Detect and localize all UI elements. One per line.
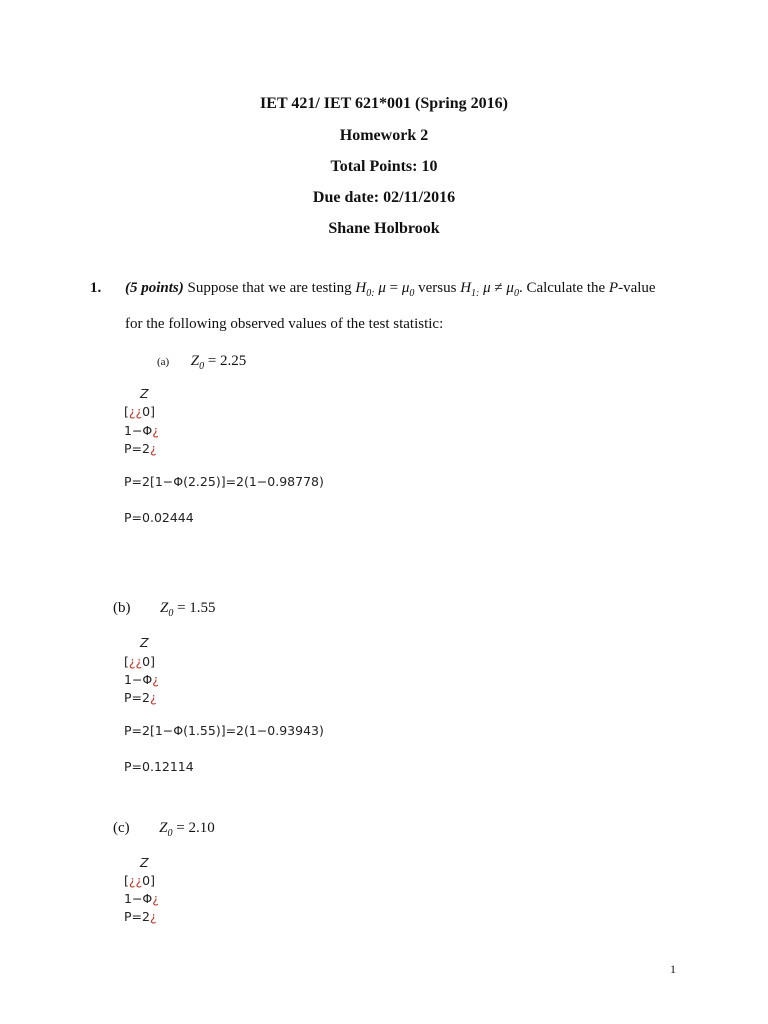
part-c-heading: (c) $Z_0 = 2.10$ (113, 820, 215, 839)
eq-formula: P=2[1−Φ(1.55)]=2(1−0.93943) (124, 723, 324, 738)
student-name: Shane Holbrook (328, 220, 440, 237)
course-title: IET 421/ IET 621*001 (Spring 2016) (260, 95, 508, 112)
part-label: (a) (157, 356, 170, 368)
eq-bracket: [¿¿0] (124, 654, 156, 669)
eq-result: P=0.12114 (124, 759, 194, 774)
homework-title: Homework 2 (339, 127, 429, 144)
eq-z: Z (140, 386, 149, 401)
part-label: (c) (113, 820, 130, 836)
eq-one-minus-phi: 1−Φ¿ (124, 672, 159, 687)
points-label: (5 points) (125, 280, 184, 296)
eq-p-equals: P=2¿ (124, 441, 157, 456)
part-b-heading: (b) $Z_0 = 1.55$ (113, 600, 216, 619)
problem-statement-line1: (5 points) Suppose that we are testing $H_{0:}$ $\mu = \mu_0$ versus $H_{1:}$ $\mu \ne \mu_0$. Calculate the P-value (125, 280, 656, 299)
eq-p-equals: P=2¿ (124, 690, 157, 705)
part-label: (b) (113, 600, 131, 616)
eq-result: P=0.02444 (124, 510, 194, 525)
eq-formula: P=2[1−Φ(2.25)]=2(1−0.98778) (124, 474, 324, 489)
eq-one-minus-phi: 1−Φ¿ (124, 423, 159, 438)
problem-statement-line2: for the following observed values of the test statistic: (125, 316, 444, 332)
eq-bracket: [¿¿0] (124, 404, 156, 419)
eq-p-equals: P=2¿ (124, 909, 157, 924)
eq-one-minus-phi: 1−Φ¿ (124, 891, 159, 906)
eq-z: Z (140, 635, 149, 650)
eq-bracket: [¿¿0] (124, 873, 156, 888)
problem-number: 1. (90, 280, 102, 296)
due-date: Due date: 02/11/2016 (312, 189, 456, 206)
eq-z: Z (140, 855, 149, 870)
page-number: 1 (670, 962, 676, 976)
part-a-heading: (a) $Z_0 = 2.25$ (157, 353, 247, 372)
total-points: Total Points: 10 (330, 158, 438, 175)
